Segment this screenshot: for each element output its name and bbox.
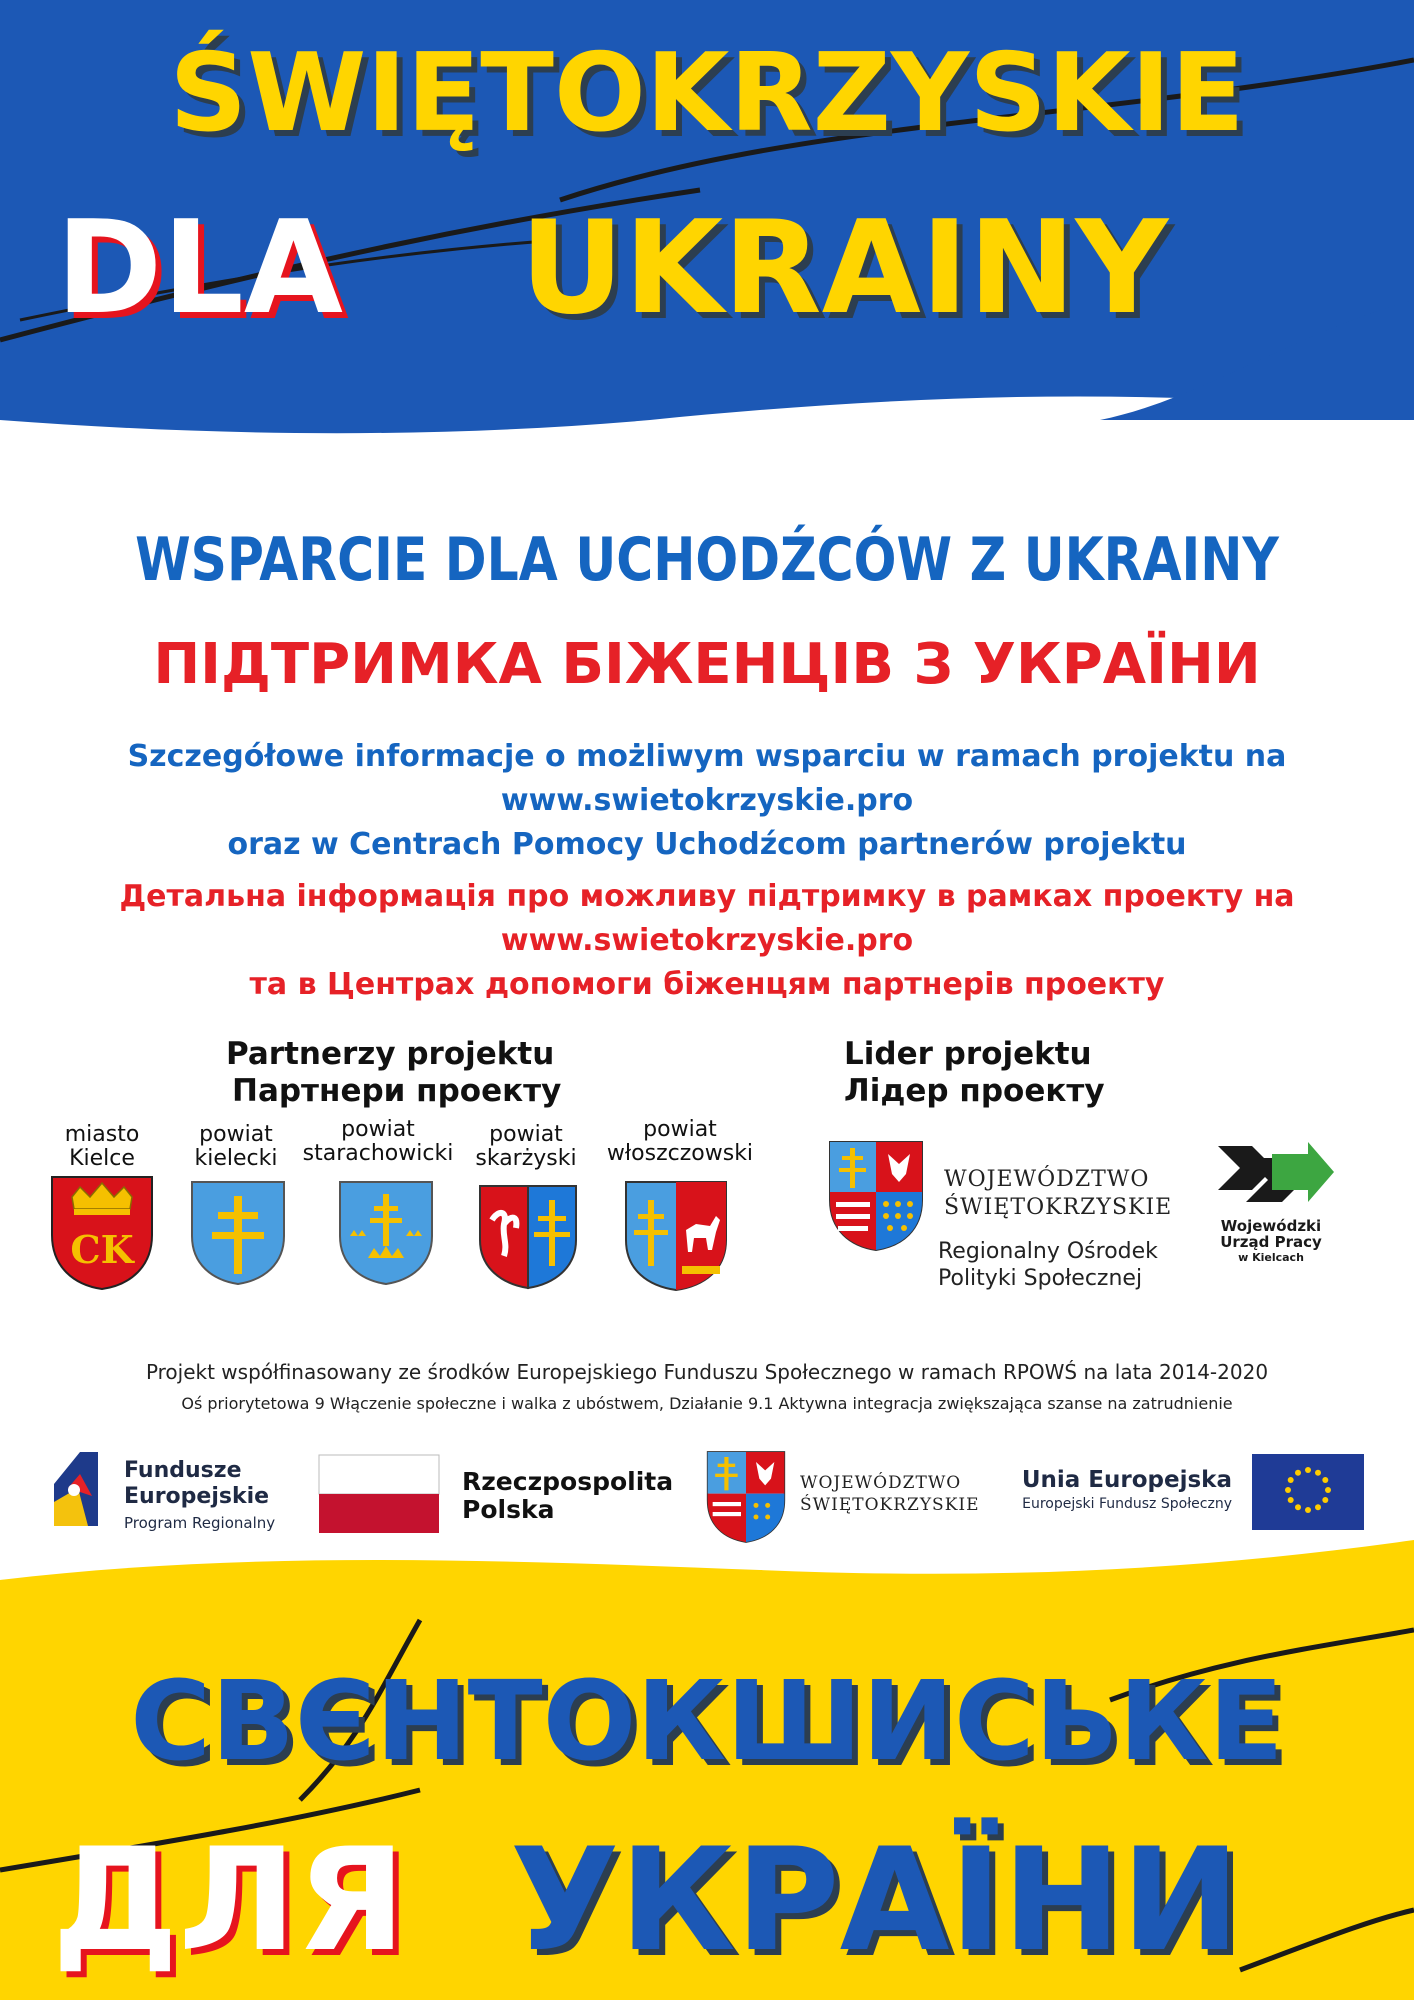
title-sventokshyske: СВЄНТОКШИСЬКЕ [130,1657,1284,1785]
info-ua-line3: та в Центрах допомоги біженцям партнерів проекту [249,967,1165,1002]
title-dla: DLA [56,194,343,343]
info-pl-url[interactable]: www.swietokrzyskie.pro [500,783,914,818]
subtitle-pl: WSPARCIE DLA UCHODŹCÓW Z UKRAINY [135,525,1279,595]
partner-label-line: miasto [64,1122,140,1147]
voivodeship-line2: ŚWIĘTOKRZYSKIE [944,1195,1173,1220]
info-ua-line1: Детальна інформація про можливу підтримку в рамках проекту на [119,879,1295,914]
partner-label-kielecki [176,1123,296,1171]
partner-label-line: powiat [489,1122,563,1147]
partner-label-line: starachowicki [302,1141,454,1166]
voivodeship-wordmark [944,1166,1172,1222]
woj-line2: ŚWIĘTOKRZYSKIE [800,1495,980,1515]
voivodeship-line1: WOJEWÓDZTWO [944,1167,1150,1192]
partner-label-line: skarżyski [475,1146,577,1171]
title-dlya: ДЛЯ [52,1818,406,1983]
wup-name [1196,1218,1346,1266]
title-ukrainy-ua: УКРАЇНИ [510,1818,1241,1983]
voivodeship-crest-icon [828,1140,924,1252]
partner-label-line: włoszczowski [606,1141,754,1166]
partner-label-wloszczowski [600,1118,760,1166]
rops-name [938,1238,1158,1292]
title-swietokrzyskie: ŚWIĘTOKRZYSKIE [169,31,1245,156]
woj-line1: WOJEWÓDZTWO [800,1473,962,1493]
rzeczpospolita-text [462,1468,673,1524]
fundusze-europejskie-text [124,1458,275,1536]
partners-heading-pl: Partnerzy projektu [226,1036,555,1072]
partner-label-starachowicki [296,1118,460,1166]
leader-heading-ua: Лідер проекту [844,1073,1105,1109]
unia-europejska-text [960,1466,1232,1514]
voivodeship-crest-small-icon [706,1450,786,1544]
rops-line2: Polityki Społecznej [938,1266,1143,1291]
partner-label-line: kielecki [194,1146,278,1171]
crest-letters: CK [70,1227,134,1272]
fundusze-europejskie-logo-icon [48,1444,104,1528]
fe-line1: Fundusze [124,1458,242,1483]
wloszczowski-crest-icon [624,1180,728,1292]
partner-label-line: powiat [199,1122,273,1147]
info-pl-line3: oraz w Centrach Pomocy Uchodźcom partnerów projektu [227,827,1187,862]
info-pl-line1: Szczegółowe informacje o możliwym wsparciu w ramach projektu na [127,739,1287,774]
partner-label-kielce [42,1123,162,1171]
partner-label-line: powiat [341,1117,415,1142]
info-pl [0,735,1414,867]
ue-line2: Europejski Fundusz Społeczny [1022,1496,1232,1512]
kielce-crest-icon [50,1175,154,1291]
partners-heading-ua: Партнери проекту [232,1073,562,1109]
info-ua [0,875,1414,1007]
kielecki-crest-icon [190,1180,286,1286]
fe-line3: Program Regionalny [124,1514,276,1532]
leader-heading [844,1036,1105,1110]
wup-line1: Wojewódzki [1220,1217,1322,1235]
voivodeship-wordmark-small [800,1472,980,1516]
partner-label-line: Kielce [69,1146,135,1171]
funding-line2: Oś priorytetowa 9 Włączenie społeczne i walka z ubóstwem, Działanie 9.1 Aktywna integracja zwiększająca szanse na zatrudnienie [181,1394,1233,1413]
starachowicki-crest-icon [338,1180,434,1286]
rp-line2: Polska [462,1495,555,1524]
info-ua-url[interactable]: www.swietokrzyskie.pro [500,923,914,958]
wup-logo-icon [1212,1136,1338,1220]
partners-heading [226,1036,561,1110]
title-ukrainy: UKRAINY [520,194,1169,343]
wup-line3: w Kielcach [1238,1251,1304,1264]
subtitle-pl-wrap [0,525,1414,595]
funding-line1: Projekt współfinasowany ze środków Europejskiego Funduszu Społecznego w ramach RPOWŚ na lata 2014-2020 [145,1360,1269,1384]
partner-label-line: powiat [643,1117,717,1142]
leader-heading-pl: Lider projektu [844,1036,1092,1072]
subtitle-ua: ПІДТРИМКА БІЖЕНЦІВ З УКРАЇНИ [153,632,1261,697]
partner-label-skarzyski [466,1123,586,1171]
ue-line1: Unia Europejska [1021,1467,1232,1493]
eu-flag-icon [1252,1454,1364,1530]
wup-line2: Urząd Pracy [1220,1233,1322,1251]
rp-line1: Rzeczpospolita [462,1467,674,1496]
rops-line1: Regionalny Ośrodek [938,1239,1158,1264]
skarzyski-crest-icon [478,1184,578,1290]
polish-flag-icon [318,1454,440,1534]
fe-line2: Europejskie [124,1484,270,1509]
